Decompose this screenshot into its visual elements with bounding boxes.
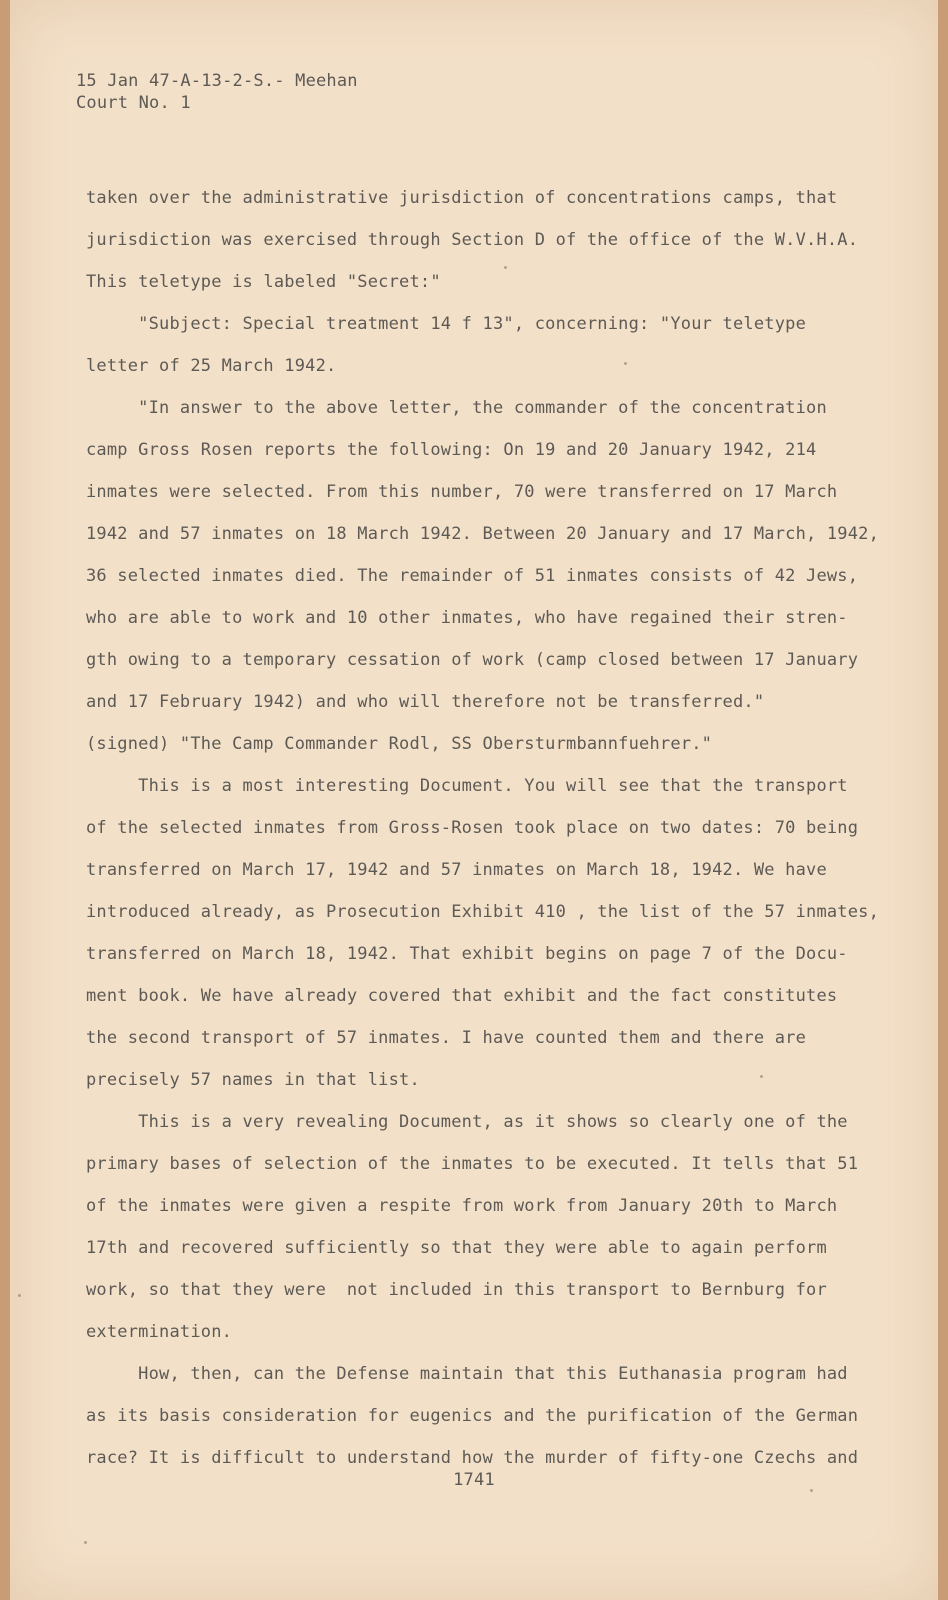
text-line: as its basis consideration for eugenics and the purification of the German: [86, 1406, 859, 1426]
text-line: ment book. We have already covered that exhibit and the fact constitutes: [86, 986, 838, 1006]
text-line: of the inmates were given a respite from work from January 20th to March: [86, 1196, 838, 1216]
paper-speck: [810, 1489, 813, 1492]
text-line: work, so that they were not included in this transport to Bernburg for: [86, 1280, 827, 1300]
page-number: 1741: [453, 1470, 495, 1490]
text-line: who are able to work and 10 other inmates, who have regained their stren-: [86, 608, 848, 628]
text-line: of the selected inmates from Gross-Rosen took place on two dates: 70 being: [86, 818, 859, 838]
text-line: "Subject: Special treatment 14 f 13", concerning: "Your teletype: [86, 314, 807, 334]
text-line: "In answer to the above letter, the commander of the concentration: [86, 398, 827, 418]
text-line: This teletype is labeled "Secret:": [86, 272, 441, 292]
text-line: How, then, can the Defense maintain that this Euthanasia program had: [86, 1364, 848, 1384]
text-line: extermination.: [86, 1322, 233, 1342]
text-line: 1942 and 57 inmates on 18 March 1942. Between 20 January and 17 March, 1942,: [86, 524, 880, 544]
text-line: (signed) "The Camp Commander Rodl, SS Obersturmbannfuehrer.": [86, 734, 713, 754]
header-court: Court No. 1: [76, 93, 191, 113]
paper-speck: [760, 1075, 763, 1078]
paper-speck: [18, 1294, 21, 1297]
document-header: [76, 70, 358, 114]
text-line: the second transport of 57 inmates. I have counted them and there are: [86, 1028, 807, 1048]
text-line: transferred on March 17, 1942 and 57 inmates on March 18, 1942. We have: [86, 860, 827, 880]
header-reference: 15 Jan 47-A-13-2-S.- Meehan: [76, 71, 358, 91]
text-line: transferred on March 18, 1942. That exhibit begins on page 7 of the Docu-: [86, 944, 848, 964]
text-line: 36 selected inmates died. The remainder of 51 inmates consists of 42 Jews,: [86, 566, 859, 586]
text-line: jurisdiction was exercised through Section D of the office of the W.V.H.A.: [86, 230, 859, 250]
text-line: letter of 25 March 1942.: [86, 356, 337, 376]
paper-speck: [84, 1541, 87, 1544]
text-line: This is a very revealing Document, as it shows so clearly one of the: [86, 1112, 848, 1132]
text-line: introduced already, as Prosecution Exhibit 410 , the list of the 57 inmates,: [86, 902, 880, 922]
text-line: race? It is difficult to understand how the murder of fifty-one Czechs and: [86, 1448, 859, 1468]
text-line: and 17 February 1942) and who will therefore not be transferred.": [86, 692, 765, 712]
text-line: gth owing to a temporary cessation of work (camp closed between 17 January: [86, 650, 859, 670]
text-line: camp Gross Rosen reports the following: On 19 and 20 January 1942, 214: [86, 440, 817, 460]
paper-speck: [624, 362, 627, 365]
text-line: taken over the administrative jurisdiction of concentrations camps, that: [86, 188, 838, 208]
text-line: 17th and recovered sufficiently so that they were able to again perform: [86, 1238, 827, 1258]
paper-speck: [504, 266, 507, 269]
text-line: precisely 57 names in that list.: [86, 1070, 420, 1090]
text-line: inmates were selected. From this number, 70 were transferred on 17 March: [86, 482, 838, 502]
text-line: primary bases of selection of the inmates to be executed. It tells that 51: [86, 1154, 859, 1174]
document-page: [10, 0, 938, 1600]
text-line: This is a most interesting Document. You will see that the transport: [86, 776, 848, 796]
